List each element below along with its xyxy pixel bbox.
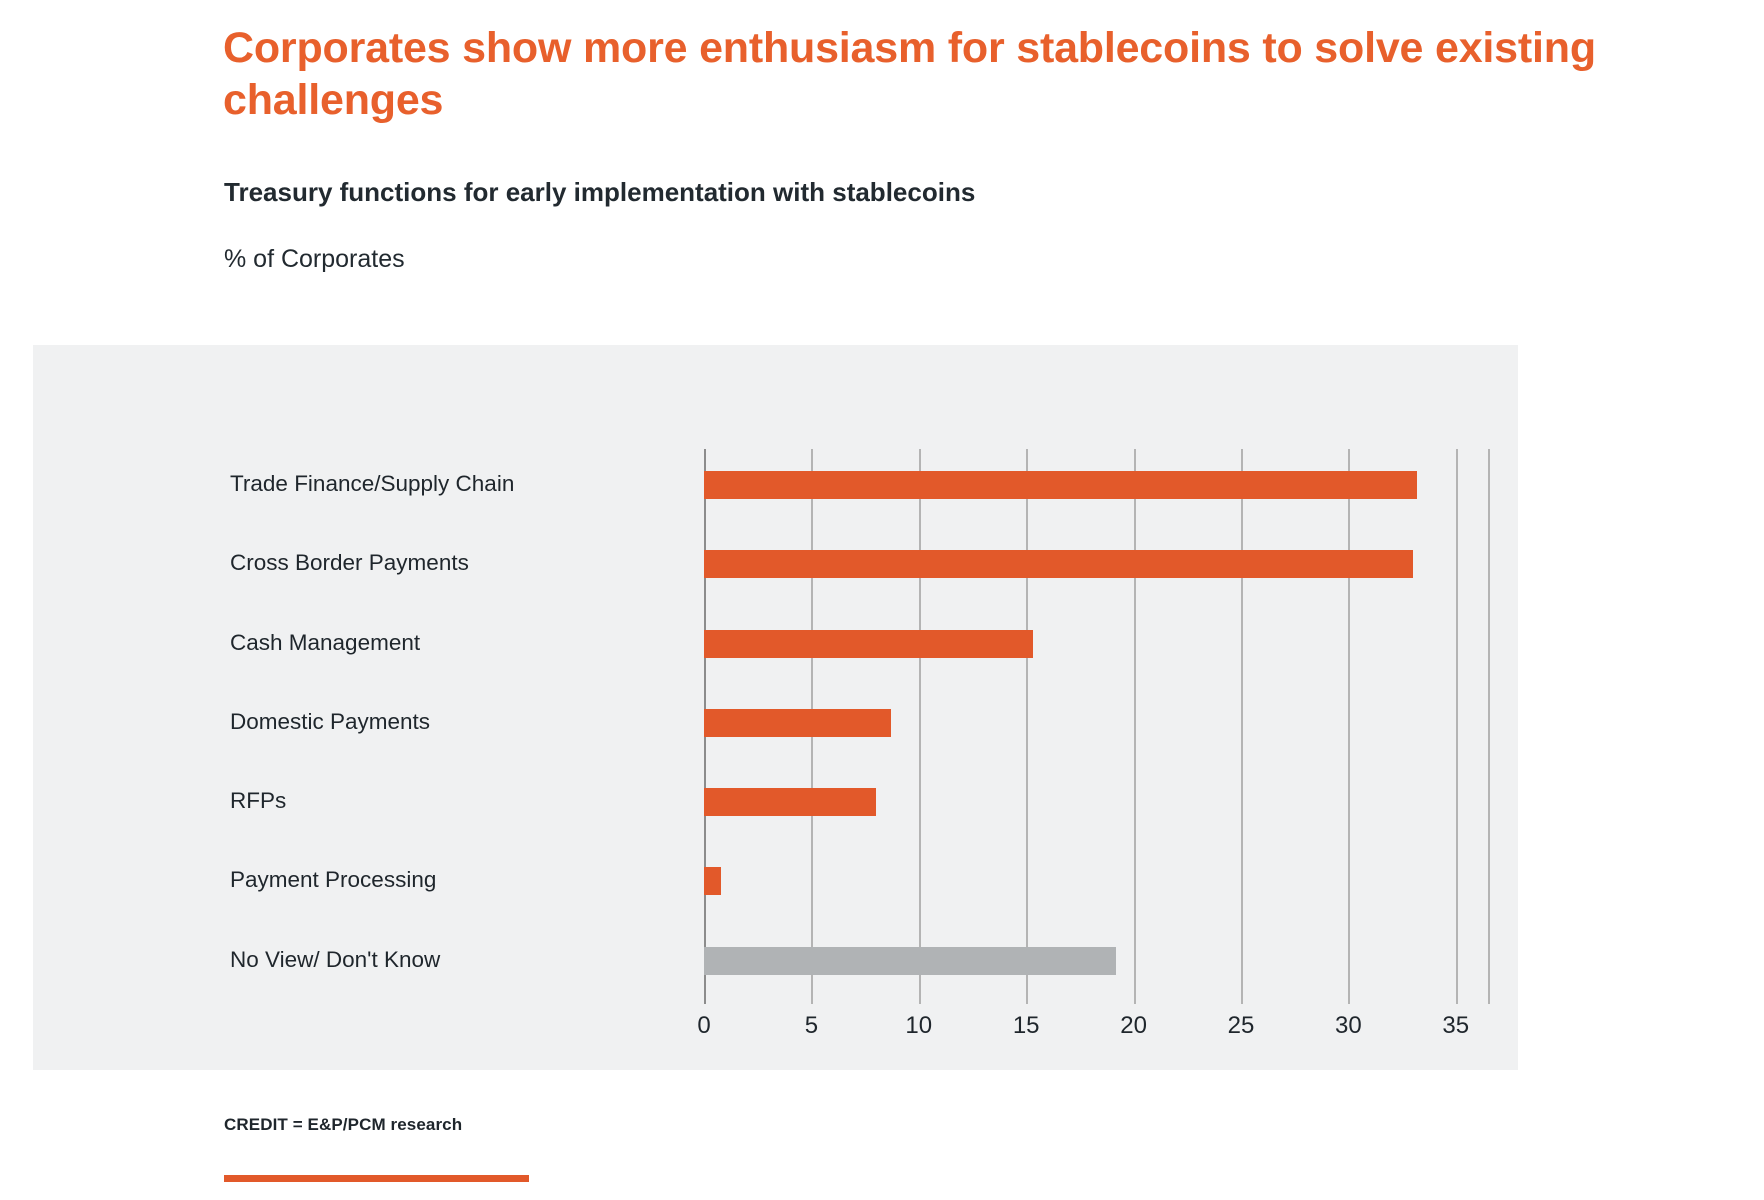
accent-rule (224, 1175, 529, 1182)
category-label: No View/ Don't Know (230, 946, 441, 972)
x-tick-label: 0 (697, 1012, 711, 1039)
plot-area (663, 400, 1488, 1039)
bar-row (704, 528, 1488, 607)
x-tick-label: 20 (1120, 1012, 1147, 1039)
bar (704, 630, 1033, 658)
bar-series (704, 449, 1488, 1004)
x-tick-label: 30 (1335, 1012, 1362, 1039)
bar (704, 709, 891, 737)
bar (704, 471, 1417, 499)
bar-row (704, 608, 1488, 687)
category-label: RFPs (230, 788, 287, 814)
credit-text: CREDIT = E&P/PCM research (224, 1115, 463, 1134)
grid-line (1488, 449, 1490, 1004)
category-label: Trade Finance/Supply Chain (230, 471, 515, 496)
category-label: Cross Border Payments (230, 550, 469, 576)
x-tick-label: 5 (804, 1012, 819, 1039)
bar (704, 550, 1413, 578)
x-tick-label: 15 (1012, 1012, 1040, 1039)
category-label: Payment Processing (230, 867, 437, 893)
bar (704, 788, 876, 816)
bar-row (704, 845, 1488, 924)
bar-row (704, 687, 1488, 766)
x-tick-label: 10 (905, 1012, 933, 1039)
bar (704, 867, 721, 895)
x-tick-label: 35 (1442, 1012, 1470, 1039)
bar-row (704, 766, 1488, 845)
x-tick-label: 25 (1227, 1012, 1255, 1039)
bar (704, 947, 1116, 975)
chart-subtitle: Treasury functions for early implementation with stablecoins (224, 177, 976, 207)
bar-row (704, 925, 1488, 1004)
category-label: Domestic Payments (230, 708, 431, 734)
chart-panel (33, 345, 1518, 1070)
chart-unit-label: % of Corporates (224, 245, 405, 273)
page-title: Corporates show more enthusiasm for stablecoins to solve existing challenges (223, 24, 1596, 125)
category-label: Cash Management (230, 629, 421, 655)
bar-row (704, 449, 1488, 528)
